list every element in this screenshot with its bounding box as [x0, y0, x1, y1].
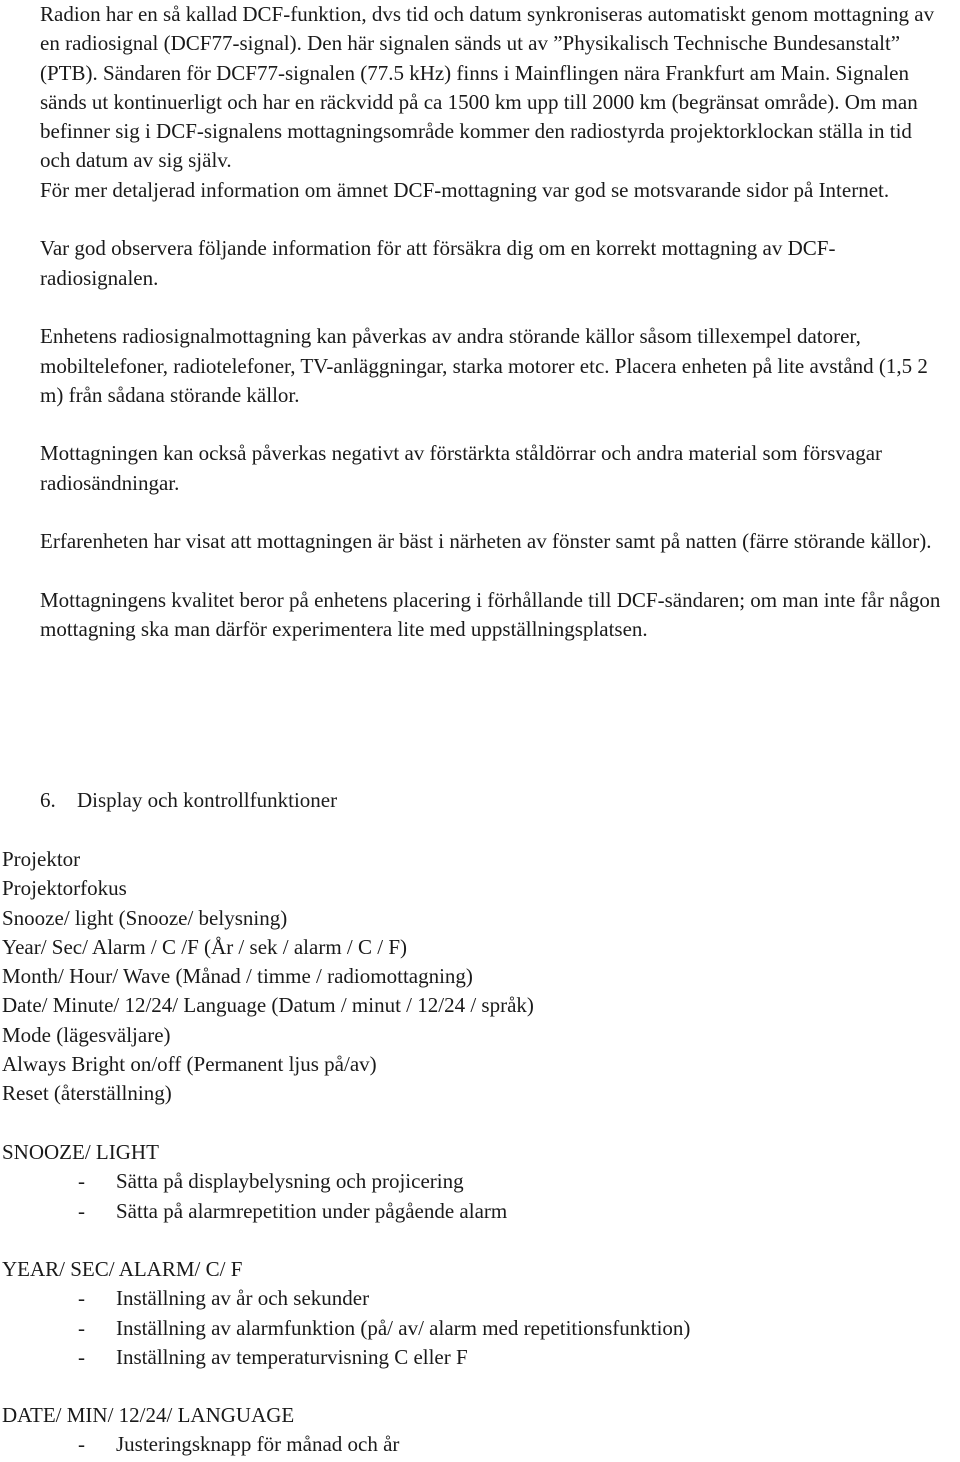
list-item — [2, 1430, 942, 1459]
list-item — [2, 1314, 942, 1343]
component-item: Date/ Minute/ 12/24/ Language (Datum / minut / 12/24 / språk) — [2, 993, 534, 1018]
list-item — [2, 1343, 942, 1372]
list-item-text: Justeringsknapp för månad och år — [116, 1432, 400, 1457]
snooze-light-heading: SNOOZE/ LIGHT — [2, 1140, 159, 1164]
bullet-dash: - — [78, 1315, 85, 1340]
component-item: Snooze/ light (Snooze/ belysning) — [2, 905, 288, 930]
bullet-dash: - — [78, 1432, 85, 1457]
paragraph-dcf-function: Radion har en så kallad DCF-funktion, dvs tid och datum synkroniseras automatiskt genom mottagning av en radiosignal (DCF77-signal). Den här signalen sänds ut av ”Physikalisch Technische Bundesanstalt” (PTB). Sändaren för DCF77-signalen (77.5 kHz) finns i Mainflingen nära Frankfurt am Main. Signalen sänds ut kontinuerligt och har en räckvidd på ca 1500 km upp till 2000 km (begränsat område). Om man befinner sig i DCF-signalens mottagningsområde kommer den radiostyrda projektorklockan ställa in tid och datum av sig själv. — [40, 2, 935, 173]
year-sec-alarm-heading: YEAR/ SEC/ ALARM/ C/ F — [2, 1257, 243, 1281]
component-item: Always Bright on/off (Permanent ljus på/av) — [2, 1052, 377, 1077]
paragraph-interference-sources: Enhetens radiosignalmottagning kan påverkas av andra störande källor såsom tillexempel datorer, mobiltelefoner, radiotelefoner, TV-anläggningar, starka motorer etc. Placera enheten på lite avstånd (1,5 2 m) från sådana störande källor. — [40, 324, 928, 407]
list-item-text: Inställning av år och sekunder — [116, 1286, 370, 1311]
section-number: 6. — [40, 788, 56, 812]
list-item — [2, 1197, 942, 1226]
list-item-text: Sätta på alarmrepetition under pågående alarm — [116, 1198, 508, 1223]
date-min-language-section — [2, 1401, 942, 1460]
bullet-dash: - — [78, 1169, 85, 1194]
paragraph-best-reception: Erfarenheten har visat att mottagningen är bäst i närheten av fönster samt på natten (färre störande källor). — [40, 529, 932, 554]
component-item: Year/ Sec/ Alarm / C /F (År / sek / alarm / C / F) — [2, 934, 407, 959]
bullet-dash: - — [78, 1344, 85, 1369]
year-sec-alarm-section — [2, 1255, 942, 1372]
paragraph-reception-notice: Var god observera följande information för att försäkra dig om en korrekt mottagning av DCF-radiosignalen. — [40, 236, 836, 290]
snooze-light-section — [2, 1138, 942, 1226]
section-title: Display och kontrollfunktioner — [77, 788, 338, 812]
component-item: Month/ Hour/ Wave (Månad / timme / radiomottagning) — [2, 964, 473, 989]
list-item-text: Inställning av temperaturvisning C eller F — [116, 1344, 468, 1369]
component-item: Reset (återställning) — [2, 1081, 172, 1106]
paragraph-steel-doors: Mottagningen kan också påverkas negativt av förstärkta ståldörrar och andra material som försvagar radiosändningar. — [40, 441, 883, 495]
date-min-language-heading: DATE/ MIN/ 12/24/ LANGUAGE — [2, 1403, 295, 1427]
list-item-text: Inställning av alarmfunktion (på/ av/ alarm med repetitionsfunktion) — [116, 1315, 691, 1340]
component-item: Mode (lägesväljare) — [2, 1022, 171, 1047]
paragraph-placement-quality: Mottagningens kvalitet beror på enhetens placering i förhållande till DCF-sändaren; om man inte får någon mottagning ska man därför experimentera lite med uppställningsplatsen. — [40, 587, 941, 642]
intro-text-block — [40, 0, 945, 645]
list-item — [2, 1284, 942, 1313]
paragraph-internet-info: För mer detaljerad information om ämnet DCF-mottagning var god se motsvarande sidor på Internet. — [40, 177, 890, 202]
list-item — [2, 1167, 942, 1196]
component-list — [2, 845, 942, 1109]
section-heading — [40, 786, 920, 815]
bullet-dash: - — [78, 1286, 85, 1311]
component-item: Projektorfokus — [2, 876, 127, 901]
bullet-dash: - — [78, 1198, 85, 1223]
component-item: Projektor — [2, 847, 81, 871]
list-item-text: Sätta på displaybelysning och projicering — [116, 1169, 464, 1194]
